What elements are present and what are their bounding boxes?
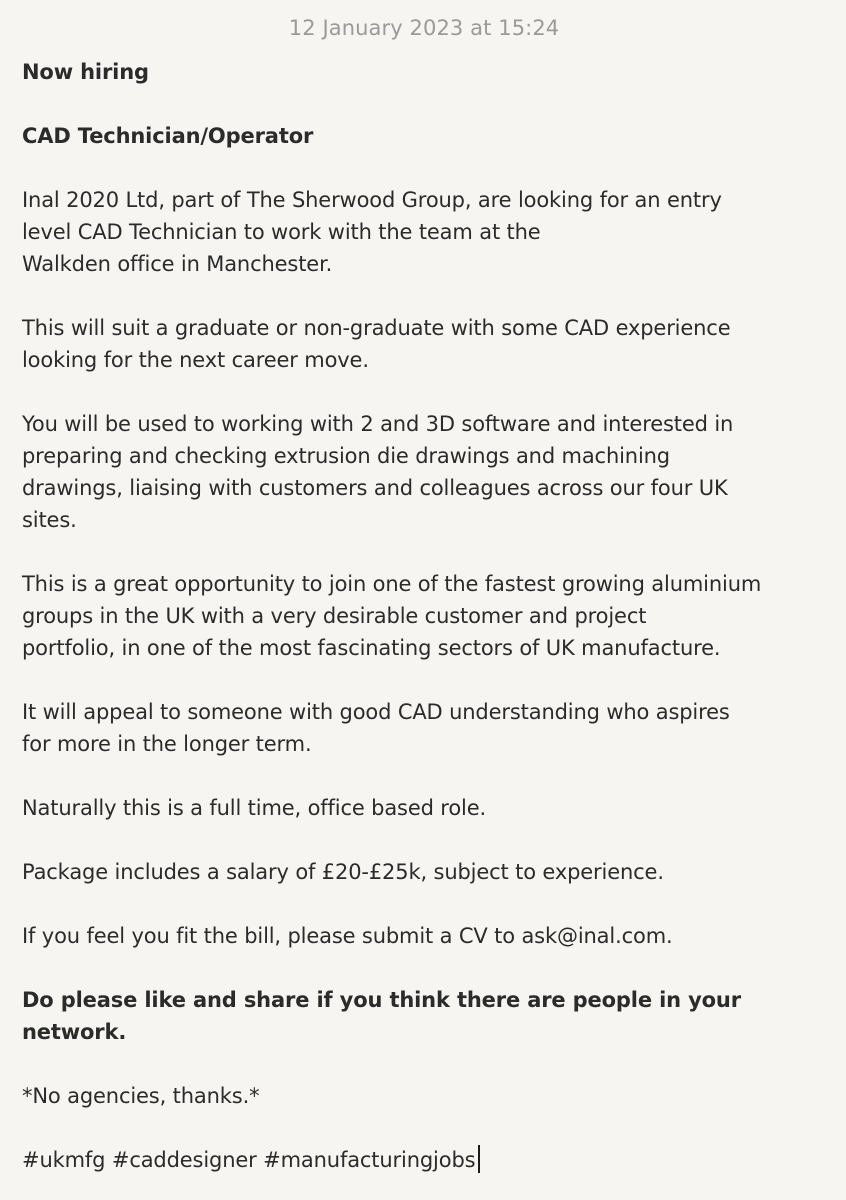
appeal-paragraph [22, 696, 826, 760]
text-line: Walkden office in Manchester. [22, 252, 333, 276]
job-title: CAD Technician/Operator [22, 124, 314, 148]
text-line: drawings, liaising with customers and colleagues across our four UK [22, 476, 728, 500]
hashtags-text: #ukmfg #caddesigner #manufacturingjobs [22, 1148, 476, 1172]
text-line: looking for the next career move. [22, 348, 369, 372]
text-line: Inal 2020 Ltd, part of The Sherwood Group, are looking for an entry [22, 188, 722, 212]
text-line: You will be used to working with 2 and 3D software and interested in [22, 412, 734, 436]
intro-paragraph [22, 184, 826, 280]
hashtags-paragraph [22, 1144, 826, 1176]
text-line: Do please like and share if you think there are people in your [22, 988, 741, 1012]
text-line: for more in the longer term. [22, 732, 312, 756]
text-line: This will suit a graduate or non-graduate with some CAD experience [22, 316, 731, 340]
text-line: It will appeal to someone with good CAD understanding who aspires [22, 700, 730, 724]
fulltime-paragraph: Naturally this is a full time, office based role. [22, 796, 487, 820]
note-body[interactable] [22, 56, 826, 1176]
agencies-paragraph: *No agencies, thanks.* [22, 1084, 260, 1108]
text-line: This is a great opportunity to join one of the fastest growing aluminium [22, 572, 762, 596]
text-line: sites. [22, 508, 77, 532]
software-paragraph [22, 408, 826, 536]
suit-paragraph [22, 312, 826, 376]
package-paragraph: Package includes a salary of £20-£25k, subject to experience. [22, 860, 664, 884]
text-line: preparing and checking extrusion die drawings and machining [22, 444, 670, 468]
text-line: portfolio, in one of the most fascinating sectors of UK manufacture. [22, 636, 721, 660]
note-heading: Now hiring [22, 60, 149, 84]
note-timestamp: 12 January 2023 at 15:24 [288, 16, 560, 40]
share-paragraph [22, 984, 826, 1048]
opportunity-paragraph [22, 568, 826, 664]
text-line: network. [22, 1020, 127, 1044]
text-line: groups in the UK with a very desirable customer and project [22, 604, 647, 628]
text-cursor [478, 1145, 480, 1173]
apply-paragraph: If you feel you fit the bill, please submit a CV to ask@inal.com. [22, 924, 673, 948]
text-line: level CAD Technician to work with the team at the [22, 220, 541, 244]
